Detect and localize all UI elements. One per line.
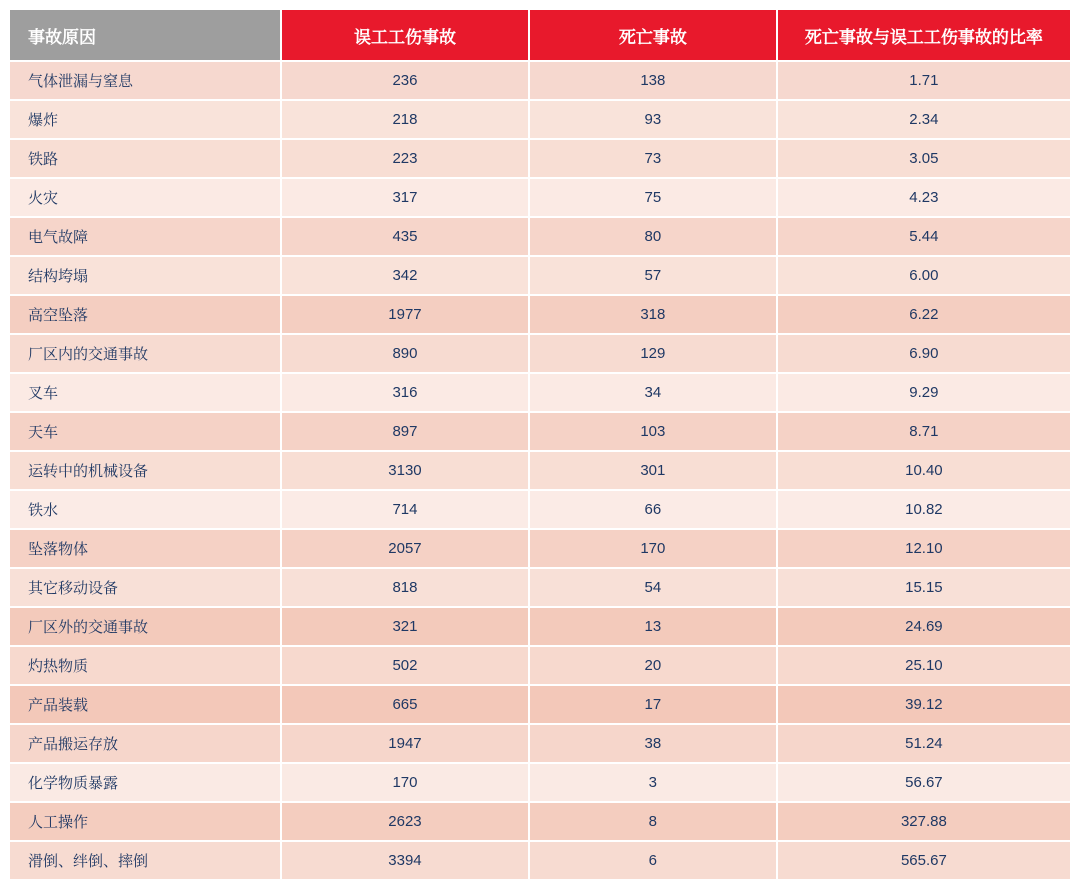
cell-fatal-accident: 3 (530, 764, 776, 801)
cell-fatal-accident: 301 (530, 452, 776, 489)
table-header-row (10, 10, 1070, 60)
table-header (10, 10, 1070, 60)
cell-fatal-accident: 13 (530, 608, 776, 645)
accident-cause-table (8, 8, 1072, 881)
cell-fatal-accident: 54 (530, 569, 776, 606)
cell-lost-time-injury: 236 (282, 62, 528, 99)
cell-lost-time-injury: 3394 (282, 842, 528, 879)
table-body (10, 62, 1070, 879)
table-row (10, 647, 1070, 684)
table-row (10, 101, 1070, 138)
cell-accident-cause: 爆炸 (10, 101, 280, 138)
cell-lost-time-injury: 2623 (282, 803, 528, 840)
cell-fatal-accident: 17 (530, 686, 776, 723)
cell-ratio: 10.40 (778, 452, 1070, 489)
cell-lost-time-injury: 316 (282, 374, 528, 411)
cell-fatal-accident: 75 (530, 179, 776, 216)
cell-ratio: 24.69 (778, 608, 1070, 645)
cell-fatal-accident: 318 (530, 296, 776, 333)
cell-fatal-accident: 73 (530, 140, 776, 177)
cell-ratio: 51.24 (778, 725, 1070, 762)
cell-fatal-accident: 20 (530, 647, 776, 684)
cell-lost-time-injury: 714 (282, 491, 528, 528)
cell-lost-time-injury: 818 (282, 569, 528, 606)
cell-lost-time-injury: 1947 (282, 725, 528, 762)
table-row (10, 803, 1070, 840)
cell-accident-cause: 铁水 (10, 491, 280, 528)
cell-lost-time-injury: 435 (282, 218, 528, 255)
cell-lost-time-injury: 223 (282, 140, 528, 177)
cell-ratio: 10.82 (778, 491, 1070, 528)
cell-accident-cause: 结构垮塌 (10, 257, 280, 294)
cell-ratio: 9.29 (778, 374, 1070, 411)
cell-ratio: 2.34 (778, 101, 1070, 138)
column-header-cause: 事故原因 (10, 10, 280, 60)
cell-lost-time-injury: 218 (282, 101, 528, 138)
cell-fatal-accident: 38 (530, 725, 776, 762)
cell-ratio: 6.90 (778, 335, 1070, 372)
table-row (10, 413, 1070, 450)
cell-ratio: 15.15 (778, 569, 1070, 606)
cell-lost-time-injury: 3130 (282, 452, 528, 489)
table-row (10, 140, 1070, 177)
cell-accident-cause: 坠落物体 (10, 530, 280, 567)
cell-fatal-accident: 80 (530, 218, 776, 255)
cell-ratio: 6.00 (778, 257, 1070, 294)
cell-lost-time-injury: 665 (282, 686, 528, 723)
cell-lost-time-injury: 502 (282, 647, 528, 684)
table-row (10, 257, 1070, 294)
cell-ratio: 4.23 (778, 179, 1070, 216)
cell-fatal-accident: 170 (530, 530, 776, 567)
cell-accident-cause: 铁路 (10, 140, 280, 177)
table-row (10, 725, 1070, 762)
table-row (10, 296, 1070, 333)
cell-accident-cause: 电气故障 (10, 218, 280, 255)
cell-ratio: 25.10 (778, 647, 1070, 684)
cell-lost-time-injury: 321 (282, 608, 528, 645)
cell-fatal-accident: 57 (530, 257, 776, 294)
table-row (10, 335, 1070, 372)
cell-fatal-accident: 129 (530, 335, 776, 372)
cell-ratio: 8.71 (778, 413, 1070, 450)
cell-ratio: 1.71 (778, 62, 1070, 99)
cell-accident-cause: 灼热物质 (10, 647, 280, 684)
cell-fatal-accident: 8 (530, 803, 776, 840)
cell-fatal-accident: 138 (530, 62, 776, 99)
cell-fatal-accident: 66 (530, 491, 776, 528)
table-row (10, 218, 1070, 255)
cell-accident-cause: 产品装载 (10, 686, 280, 723)
cell-accident-cause: 厂区外的交通事故 (10, 608, 280, 645)
cell-lost-time-injury: 897 (282, 413, 528, 450)
column-header-fatal-accident: 死亡事故 (530, 10, 776, 60)
cell-ratio: 565.67 (778, 842, 1070, 879)
column-header-lost-time-injury: 误工工伤事故 (282, 10, 528, 60)
cell-ratio: 56.67 (778, 764, 1070, 801)
cell-ratio: 39.12 (778, 686, 1070, 723)
cell-ratio: 327.88 (778, 803, 1070, 840)
cell-lost-time-injury: 170 (282, 764, 528, 801)
table-row (10, 374, 1070, 411)
cell-fatal-accident: 93 (530, 101, 776, 138)
cell-accident-cause: 运转中的机械设备 (10, 452, 280, 489)
table-row (10, 62, 1070, 99)
table-row (10, 530, 1070, 567)
table-row (10, 452, 1070, 489)
table-row (10, 686, 1070, 723)
table-row (10, 179, 1070, 216)
cell-accident-cause: 产品搬运存放 (10, 725, 280, 762)
cell-lost-time-injury: 317 (282, 179, 528, 216)
cell-accident-cause: 叉车 (10, 374, 280, 411)
cell-accident-cause: 其它移动设备 (10, 569, 280, 606)
cell-ratio: 5.44 (778, 218, 1070, 255)
cell-lost-time-injury: 1977 (282, 296, 528, 333)
cell-lost-time-injury: 890 (282, 335, 528, 372)
cell-accident-cause: 人工操作 (10, 803, 280, 840)
table-row (10, 569, 1070, 606)
cell-lost-time-injury: 2057 (282, 530, 528, 567)
cell-accident-cause: 化学物质暴露 (10, 764, 280, 801)
cell-accident-cause: 气体泄漏与窒息 (10, 62, 280, 99)
cell-accident-cause: 天车 (10, 413, 280, 450)
table-row (10, 608, 1070, 645)
table-row (10, 842, 1070, 879)
cell-ratio: 6.22 (778, 296, 1070, 333)
cell-accident-cause: 厂区内的交通事故 (10, 335, 280, 372)
table-row (10, 491, 1070, 528)
cell-accident-cause: 高空坠落 (10, 296, 280, 333)
cell-accident-cause: 火灾 (10, 179, 280, 216)
table-row (10, 764, 1070, 801)
cell-fatal-accident: 34 (530, 374, 776, 411)
cell-ratio: 3.05 (778, 140, 1070, 177)
cell-fatal-accident: 103 (530, 413, 776, 450)
cell-ratio: 12.10 (778, 530, 1070, 567)
column-header-ratio: 死亡事故与误工工伤事故的比率 (778, 10, 1070, 60)
cell-accident-cause: 滑倒、绊倒、摔倒 (10, 842, 280, 879)
cell-fatal-accident: 6 (530, 842, 776, 879)
cell-lost-time-injury: 342 (282, 257, 528, 294)
